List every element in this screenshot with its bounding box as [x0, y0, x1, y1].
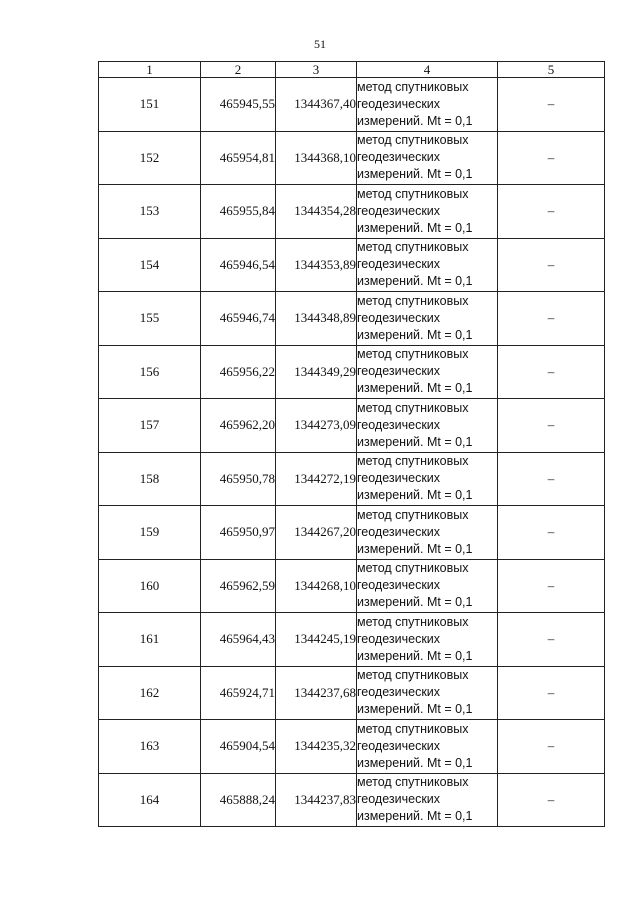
note-dash: – — [498, 78, 605, 132]
coordinate-y: 1344267,20 — [276, 506, 357, 560]
coordinate-x: 465962,20 — [201, 399, 276, 453]
point-number: 159 — [99, 506, 201, 560]
table-row — [99, 292, 605, 346]
method-line: геодезических — [357, 96, 441, 111]
point-number: 161 — [99, 613, 201, 667]
note-dash: – — [498, 613, 605, 667]
coordinate-y: 1344353,89 — [276, 238, 357, 292]
coordinate-x: 465904,54 — [201, 720, 276, 774]
method-line: метод спутниковых — [357, 400, 469, 415]
coordinate-y: 1344237,68 — [276, 666, 357, 720]
coordinate-x: 465950,78 — [201, 452, 276, 506]
coordinate-x: 465945,55 — [201, 78, 276, 132]
coordinate-y: 1344368,10 — [276, 131, 357, 185]
coordinates-table — [98, 61, 605, 827]
header-col-2: 2 — [201, 62, 276, 78]
method-line: геодезических — [357, 738, 441, 753]
method-line: измерений. Mt = 0,1 — [357, 381, 473, 396]
table-row — [99, 78, 605, 132]
method-description — [357, 292, 498, 346]
method-line: метод спутниковых — [357, 721, 469, 736]
method-line: метод спутниковых — [357, 240, 469, 255]
method-line: измерений. Mt = 0,1 — [357, 220, 473, 235]
coordinate-y: 1344245,19 — [276, 613, 357, 667]
method-line: геодезических — [357, 203, 441, 218]
method-description — [357, 773, 498, 827]
method-line: измерений. Mt = 0,1 — [357, 702, 473, 717]
method-line: метод спутниковых — [357, 293, 469, 308]
coordinate-x: 465946,74 — [201, 292, 276, 346]
method-line: геодезических — [357, 631, 441, 646]
coordinate-y: 1344272,19 — [276, 452, 357, 506]
coordinate-x: 465888,24 — [201, 773, 276, 827]
note-dash: – — [498, 559, 605, 613]
point-number: 155 — [99, 292, 201, 346]
method-line: геодезических — [357, 792, 441, 807]
note-dash: – — [498, 238, 605, 292]
method-line: геодезических — [357, 417, 441, 432]
point-number: 153 — [99, 185, 201, 239]
method-line: геодезических — [357, 150, 441, 165]
method-description — [357, 720, 498, 774]
method-line: измерений. Mt = 0,1 — [357, 541, 473, 556]
method-line: измерений. Mt = 0,1 — [357, 113, 473, 128]
table-row — [99, 185, 605, 239]
table-row — [99, 720, 605, 774]
page-number: 51 — [314, 37, 326, 51]
coordinate-y: 1344367,40 — [276, 78, 357, 132]
method-description — [357, 238, 498, 292]
header-col-1: 1 — [99, 62, 201, 78]
method-description — [357, 78, 498, 132]
point-number: 157 — [99, 399, 201, 453]
table-row — [99, 345, 605, 399]
method-line: измерений. Mt = 0,1 — [357, 809, 473, 824]
note-dash: – — [498, 399, 605, 453]
point-number: 158 — [99, 452, 201, 506]
note-dash: – — [498, 185, 605, 239]
method-line: геодезических — [357, 257, 441, 272]
method-line: метод спутниковых — [357, 507, 469, 522]
method-line: метод спутниковых — [357, 186, 469, 201]
note-dash: – — [498, 292, 605, 346]
header-col-4: 4 — [357, 62, 498, 78]
coordinate-x: 465950,97 — [201, 506, 276, 560]
point-number: 162 — [99, 666, 201, 720]
table-row — [99, 452, 605, 506]
table-row — [99, 238, 605, 292]
note-dash: – — [498, 506, 605, 560]
point-number: 164 — [99, 773, 201, 827]
coordinate-x: 465946,54 — [201, 238, 276, 292]
table-row — [99, 773, 605, 827]
note-dash: – — [498, 773, 605, 827]
method-line: геодезических — [357, 685, 441, 700]
method-line: геодезических — [357, 524, 441, 539]
method-description — [357, 185, 498, 239]
table-row — [99, 559, 605, 613]
method-line: геодезических — [357, 578, 441, 593]
table-row — [99, 399, 605, 453]
method-line: метод спутниковых — [357, 614, 469, 629]
note-dash: – — [498, 131, 605, 185]
method-description — [357, 399, 498, 453]
coordinate-x: 465956,22 — [201, 345, 276, 399]
method-line: метод спутниковых — [357, 668, 469, 683]
method-line: измерений. Mt = 0,1 — [357, 488, 473, 503]
note-dash: – — [498, 345, 605, 399]
coordinate-y: 1344348,89 — [276, 292, 357, 346]
table-row — [99, 613, 605, 667]
method-description — [357, 666, 498, 720]
coordinate-y: 1344354,28 — [276, 185, 357, 239]
method-line: измерений. Mt = 0,1 — [357, 274, 473, 289]
point-number: 160 — [99, 559, 201, 613]
header-col-5: 5 — [498, 62, 605, 78]
coordinate-x: 465955,84 — [201, 185, 276, 239]
coordinate-y: 1344235,32 — [276, 720, 357, 774]
table-row — [99, 666, 605, 720]
table-header-row — [99, 62, 605, 78]
point-number: 156 — [99, 345, 201, 399]
note-dash: – — [498, 666, 605, 720]
method-line: измерений. Mt = 0,1 — [357, 648, 473, 663]
coordinate-x: 465964,43 — [201, 613, 276, 667]
method-line: метод спутниковых — [357, 133, 469, 148]
coordinate-y: 1344273,09 — [276, 399, 357, 453]
method-line: измерений. Mt = 0,1 — [357, 434, 473, 449]
method-line: измерений. Mt = 0,1 — [357, 327, 473, 342]
method-line: метод спутниковых — [357, 79, 469, 94]
coordinate-x: 465962,59 — [201, 559, 276, 613]
point-number: 154 — [99, 238, 201, 292]
point-number: 152 — [99, 131, 201, 185]
method-line: геодезических — [357, 364, 441, 379]
method-line: измерений. Mt = 0,1 — [357, 595, 473, 610]
method-description — [357, 613, 498, 667]
table-row — [99, 506, 605, 560]
method-line: измерений. Mt = 0,1 — [357, 167, 473, 182]
coordinate-y: 1344349,29 — [276, 345, 357, 399]
coordinate-x: 465924,71 — [201, 666, 276, 720]
method-line: измерений. Mt = 0,1 — [357, 755, 473, 770]
method-description — [357, 345, 498, 399]
coordinate-y: 1344237,83 — [276, 773, 357, 827]
method-line: метод спутниковых — [357, 347, 469, 362]
header-col-3: 3 — [276, 62, 357, 78]
method-description — [357, 506, 498, 560]
table-row — [99, 131, 605, 185]
point-number: 163 — [99, 720, 201, 774]
point-number: 151 — [99, 78, 201, 132]
method-line: геодезических — [357, 310, 441, 325]
method-line: геодезических — [357, 471, 441, 486]
coordinate-x: 465954,81 — [201, 131, 276, 185]
method-line: метод спутниковых — [357, 561, 469, 576]
method-description — [357, 559, 498, 613]
method-description — [357, 452, 498, 506]
note-dash: – — [498, 452, 605, 506]
coordinate-y: 1344268,10 — [276, 559, 357, 613]
method-description — [357, 131, 498, 185]
method-line: метод спутниковых — [357, 454, 469, 469]
note-dash: – — [498, 720, 605, 774]
method-line: метод спутниковых — [357, 775, 469, 790]
